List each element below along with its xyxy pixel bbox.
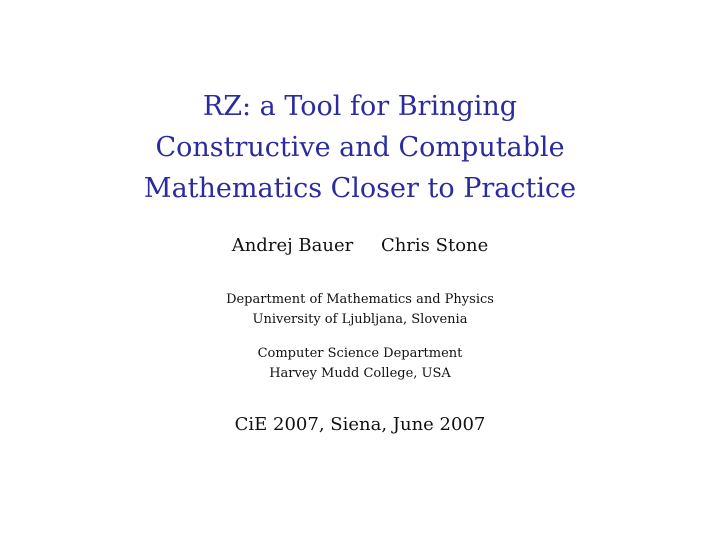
affiliation-department: Computer Science Department: [257, 346, 463, 361]
affiliation-department: Department of Mathematics and Physics: [226, 292, 494, 307]
author-name: Chris Stone: [380, 235, 489, 256]
author-name: Andrej Bauer: [231, 235, 354, 256]
title-line-2: Constructive and Computable: [155, 132, 565, 163]
title-line-1: RZ: a Tool for Bringing: [202, 91, 518, 122]
affiliation-institution: Harvey Mudd College, USA: [269, 366, 451, 381]
affiliation-ljubljana: [0, 290, 720, 330]
affiliation-harvey-mudd: [0, 344, 720, 384]
author-list: [0, 232, 720, 260]
affiliation-institution: University of Ljubljana, Slovenia: [252, 312, 468, 327]
title-line-3: Mathematics Closer to Practice: [143, 173, 577, 204]
event-info: CiE 2007, Siena, June 2007: [234, 414, 486, 435]
slide-title: [0, 86, 720, 209]
